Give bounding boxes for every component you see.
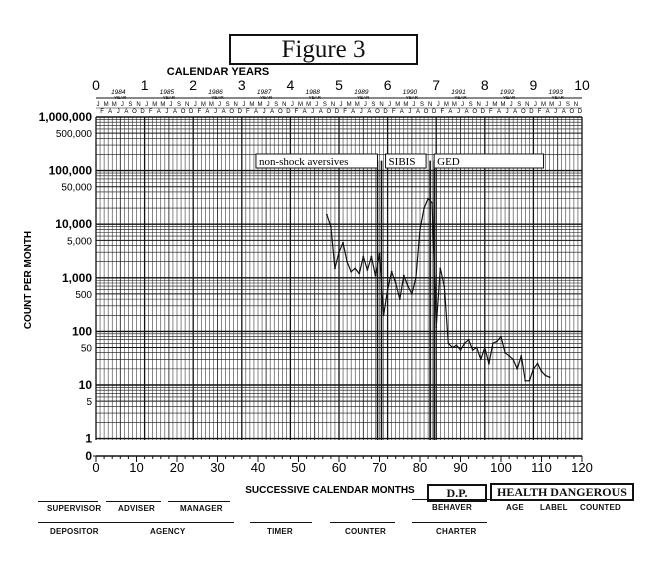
top-tick-label: 4: [286, 77, 295, 93]
data-point: [362, 256, 364, 258]
footer-label-label: LABEL: [540, 503, 568, 512]
month-letter: M: [103, 102, 109, 108]
month-letter: D: [237, 109, 242, 115]
x-tick-label: 0: [92, 460, 100, 475]
month-letter: S: [225, 102, 230, 108]
month-letter: J: [266, 102, 270, 108]
month-letter: A: [253, 109, 258, 115]
data-point: [484, 347, 486, 349]
top-tick-label: 6: [383, 77, 392, 93]
month-letter: O: [472, 109, 478, 115]
month-letter: A: [513, 109, 518, 115]
year-word: YEAR: [502, 95, 516, 100]
month-letter: M: [298, 102, 304, 108]
footer-label-charter: CHARTER: [436, 527, 477, 536]
month-letter: J: [456, 109, 460, 115]
y-tick-label: 10,000: [55, 217, 92, 232]
month-letter: N: [379, 102, 384, 108]
footer-label-age: AGE: [506, 503, 524, 512]
month-letter: J: [359, 109, 363, 115]
data-point: [476, 347, 478, 349]
phase-label: non-shock aversives: [258, 156, 349, 168]
footer-label-supervisor: SUPERVISOR: [47, 504, 102, 513]
year-word: YEAR: [454, 95, 467, 100]
year-label: 1986: [208, 89, 223, 96]
data-point: [407, 285, 409, 287]
month-letter: O: [375, 109, 380, 115]
x-tick-label: 50: [291, 460, 306, 475]
year-label: 1988: [305, 89, 320, 96]
month-letter: F: [537, 109, 542, 115]
month-letter: D: [140, 109, 145, 115]
month-letter: O: [277, 109, 283, 115]
month-letter: D: [334, 109, 340, 115]
month-letter: M: [160, 102, 166, 108]
data-point: [346, 261, 348, 263]
data-point: [391, 271, 393, 273]
month-letter: M: [249, 102, 255, 108]
year-label: 1991: [451, 89, 466, 96]
footer-rule: [412, 499, 492, 500]
month-letter: F: [343, 109, 347, 115]
data-point: [520, 355, 522, 357]
data-point: [330, 226, 332, 228]
month-letter: O: [132, 109, 137, 115]
month-letter: J: [461, 102, 465, 108]
y-tick-label: 50,000: [61, 182, 92, 194]
phase-label: SIBIS: [388, 156, 416, 168]
data-point: [435, 326, 437, 328]
month-letter: A: [545, 109, 550, 115]
month-letter: F: [391, 109, 396, 115]
month-letter: J: [145, 102, 149, 108]
month-letter: J: [96, 102, 100, 108]
footer-label-counted: COUNTED: [580, 503, 621, 512]
month-letter: N: [427, 102, 433, 108]
x-tick-label: 20: [169, 460, 185, 475]
month-letter: M: [208, 102, 214, 108]
year-label: 1992: [499, 89, 515, 96]
month-letter: A: [561, 109, 566, 115]
data-point: [439, 267, 441, 269]
figure-title: Figure 3: [229, 34, 418, 65]
data-point: [508, 355, 510, 357]
month-letter: D: [480, 109, 485, 115]
data-point: [472, 349, 474, 351]
month-letter: J: [509, 102, 513, 108]
x-tick-label: 60: [331, 460, 347, 475]
month-letter: J: [339, 102, 343, 108]
month-letter: A: [367, 109, 372, 115]
data-point: [500, 336, 502, 338]
y-tick-label: 100: [71, 324, 92, 339]
month-letter: O: [520, 109, 526, 115]
data-point: [452, 347, 454, 349]
x-tick-label: 120: [571, 460, 593, 475]
month-letter: A: [302, 109, 307, 115]
year-label: 1985: [159, 89, 175, 96]
month-letter: S: [128, 102, 133, 108]
month-letter: A: [351, 109, 356, 115]
x-tick-label: 100: [490, 460, 512, 475]
data-point: [383, 314, 385, 316]
month-letter: M: [549, 102, 555, 108]
x-axis-label: SUCCESSIVE CALENDAR MONTHS: [245, 485, 415, 496]
month-letter: J: [436, 102, 440, 108]
data-point: [371, 256, 373, 258]
month-letter: M: [346, 102, 352, 108]
month-letter: J: [262, 109, 266, 115]
y-tick-label: 5,000: [66, 236, 92, 248]
data-point: [504, 352, 506, 354]
month-letter: J: [120, 102, 124, 108]
footer-rule: [168, 501, 230, 502]
month-letter: A: [156, 109, 161, 115]
month-letter: M: [403, 102, 409, 108]
top-tick-label: 8: [480, 77, 489, 93]
month-letter: M: [152, 102, 158, 108]
month-letter: O: [569, 109, 575, 115]
month-letter: F: [489, 109, 493, 115]
footer-rule: [330, 522, 395, 523]
month-letter: S: [565, 102, 570, 108]
data-point: [354, 267, 356, 269]
month-letter: A: [108, 109, 113, 115]
data-point: [334, 267, 336, 269]
y-axis-label: COUNT PER MONTH: [23, 230, 34, 330]
footer-label-adviser: ADVISER: [118, 504, 155, 513]
data-point: [480, 359, 482, 361]
footer-label-manager: MANAGER: [180, 504, 223, 513]
month-letter: S: [420, 102, 425, 108]
month-letter: N: [330, 102, 336, 108]
data-point: [399, 298, 401, 300]
data-point: [379, 253, 381, 255]
data-point: [460, 349, 462, 351]
data-point: [411, 293, 413, 295]
data-point: [464, 342, 466, 344]
month-letter: S: [274, 102, 279, 108]
data-point: [423, 207, 425, 209]
top-axis-label: CALENDAR YEARS: [166, 66, 270, 78]
data-point: [326, 214, 328, 216]
month-letter: M: [306, 102, 312, 108]
month-letter: F: [100, 109, 104, 115]
y-tick-label: 1,000: [61, 270, 92, 285]
month-letter: D: [529, 109, 534, 115]
y-tick-label: 500: [75, 289, 92, 301]
month-letter: D: [432, 109, 437, 115]
month-letter: J: [116, 109, 120, 115]
top-tick-label: 3: [237, 77, 246, 93]
month-letter: J: [290, 102, 294, 108]
month-letter: J: [485, 102, 489, 108]
month-letter: S: [517, 102, 522, 108]
month-letter: J: [315, 102, 319, 108]
month-letter: N: [525, 102, 530, 108]
data-point: [443, 285, 445, 287]
year-label: 1993: [548, 89, 563, 96]
footer-rule: [412, 522, 487, 523]
data-point: [496, 341, 498, 343]
month-letter: J: [554, 109, 558, 115]
health-box: HEALTH DANGEROUS: [490, 483, 634, 501]
footer-label-depositor: DEPOSITOR: [50, 527, 99, 536]
month-letter: A: [172, 109, 177, 115]
year-label: 1990: [402, 89, 418, 96]
month-letter: J: [388, 102, 392, 108]
year-label: 1987: [256, 89, 272, 96]
month-letter: S: [177, 102, 182, 108]
footer-rule: [38, 522, 234, 523]
data-point: [366, 269, 368, 271]
top-tick-label: 10: [574, 77, 590, 93]
month-letter: A: [124, 109, 129, 115]
month-letter: D: [286, 109, 291, 115]
month-letter: M: [111, 102, 117, 108]
month-letter: M: [500, 102, 506, 108]
data-point: [342, 242, 344, 244]
x-tick-label: 110: [531, 460, 552, 475]
month-letter: M: [492, 102, 498, 108]
month-letter: A: [205, 109, 210, 115]
month-letter: O: [326, 109, 332, 115]
data-point: [431, 202, 433, 204]
month-letter: S: [322, 102, 327, 108]
y-tick-label: 100,000: [48, 163, 92, 178]
top-tick-label: 2: [189, 77, 198, 93]
footer-label-timer: TIMER: [267, 527, 293, 536]
y-tick-label: 1: [85, 431, 92, 446]
phase-label: GED: [437, 156, 460, 168]
data-point: [545, 375, 547, 377]
top-tick-label: 7: [432, 77, 441, 93]
month-letter: J: [533, 102, 537, 108]
month-letter: N: [573, 102, 579, 108]
top-tick-label: 0: [92, 77, 100, 93]
data-point: [395, 282, 397, 284]
month-letter: N: [476, 102, 481, 108]
month-letter: F: [148, 109, 153, 115]
month-letter: A: [415, 109, 420, 115]
data-point: [537, 363, 539, 365]
x-tick-label: 30: [210, 460, 225, 475]
month-letter: J: [213, 109, 217, 115]
month-letter: J: [311, 109, 315, 115]
year-word: YEAR: [551, 95, 564, 100]
data-point: [524, 380, 526, 382]
month-letter: A: [399, 109, 404, 115]
month-letter: O: [180, 109, 186, 115]
data-point: [512, 359, 514, 361]
data-point: [488, 363, 490, 365]
data-point: [468, 339, 470, 341]
footer-rule: [38, 501, 98, 502]
month-letter: O: [423, 109, 429, 115]
data-point: [456, 344, 458, 346]
month-letter: D: [383, 109, 388, 115]
month-letter: J: [412, 102, 416, 108]
y-tick-label: 500,000: [55, 129, 92, 141]
month-letter: A: [270, 109, 275, 115]
year-word: YEAR: [114, 95, 127, 100]
month-letter: D: [189, 109, 194, 115]
month-letter: F: [246, 109, 250, 115]
y-tick-label: 50: [80, 343, 92, 355]
month-letter: S: [371, 102, 376, 108]
top-tick-label: 9: [529, 77, 538, 93]
month-letter: A: [496, 109, 501, 115]
year-word: YEAR: [405, 95, 419, 100]
month-letter: M: [395, 102, 401, 108]
footer-rule: [250, 522, 312, 523]
data-point: [492, 342, 494, 344]
month-letter: J: [505, 109, 509, 115]
x-tick-label: 40: [250, 460, 266, 475]
month-letter: O: [229, 109, 235, 115]
month-letter: M: [541, 102, 547, 108]
month-letter: N: [233, 102, 238, 108]
data-point: [533, 368, 535, 370]
year-word: YEAR: [308, 95, 321, 100]
month-letter: S: [468, 102, 473, 108]
top-tick-label: 1: [140, 77, 149, 93]
data-point: [427, 198, 429, 200]
data-point: [419, 228, 421, 230]
top-tick-label: 5: [335, 77, 343, 93]
month-letter: F: [294, 109, 299, 115]
data-point: [403, 275, 405, 277]
footer-label-counter: COUNTER: [345, 527, 386, 536]
month-letter: F: [197, 109, 202, 115]
year-word: YEAR: [259, 95, 273, 100]
month-letter: J: [408, 109, 412, 115]
month-letter: A: [448, 109, 453, 115]
y-tick-label: 5: [86, 397, 92, 409]
data-point: [541, 370, 543, 372]
data-point: [375, 275, 377, 277]
month-letter: A: [464, 109, 469, 115]
year-word: YEAR: [357, 95, 370, 100]
footer-label-behaver: BEHAVER: [432, 503, 472, 512]
data-point: [549, 376, 551, 378]
y-tick-label: 1,000,000: [38, 110, 92, 124]
data-point: [338, 251, 340, 253]
month-letter: M: [257, 102, 263, 108]
data-point: [415, 277, 417, 279]
data-point: [447, 342, 449, 344]
year-word: YEAR: [211, 95, 224, 100]
y-tick-label: 10: [78, 378, 92, 392]
year-label: 1984: [111, 89, 126, 96]
x-tick-label: 80: [412, 460, 428, 475]
month-letter: J: [169, 102, 173, 108]
month-letter: M: [354, 102, 360, 108]
behaver-box: D.P.: [427, 484, 487, 502]
month-letter: D: [577, 109, 583, 115]
month-letter: N: [282, 102, 287, 108]
month-letter: J: [363, 102, 367, 108]
x-tick-label: 90: [453, 460, 468, 475]
month-letter: J: [218, 102, 222, 108]
month-letter: A: [318, 109, 323, 115]
month-letter: J: [242, 102, 246, 108]
data-point: [358, 273, 360, 275]
month-letter: M: [200, 102, 206, 108]
month-letter: A: [221, 109, 226, 115]
data-point: [528, 380, 530, 382]
month-letter: N: [184, 102, 190, 108]
x-tick-label: 10: [129, 460, 144, 475]
footer-label-agency: AGENCY: [150, 527, 186, 536]
data-point: [350, 271, 352, 273]
x-tick-label: 70: [372, 460, 387, 475]
month-letter: M: [451, 102, 457, 108]
month-letter: J: [558, 102, 562, 108]
year-word: YEAR: [162, 95, 176, 100]
month-letter: J: [165, 109, 169, 115]
month-letter: F: [440, 109, 445, 115]
month-letter: N: [136, 102, 141, 108]
month-letter: J: [193, 102, 197, 108]
data-point: [516, 368, 518, 370]
y-tick-label: 0: [85, 449, 92, 463]
footer-rule: [106, 501, 161, 502]
data-point: [387, 289, 389, 291]
year-label: 1989: [354, 89, 369, 96]
month-letter: M: [443, 102, 449, 108]
